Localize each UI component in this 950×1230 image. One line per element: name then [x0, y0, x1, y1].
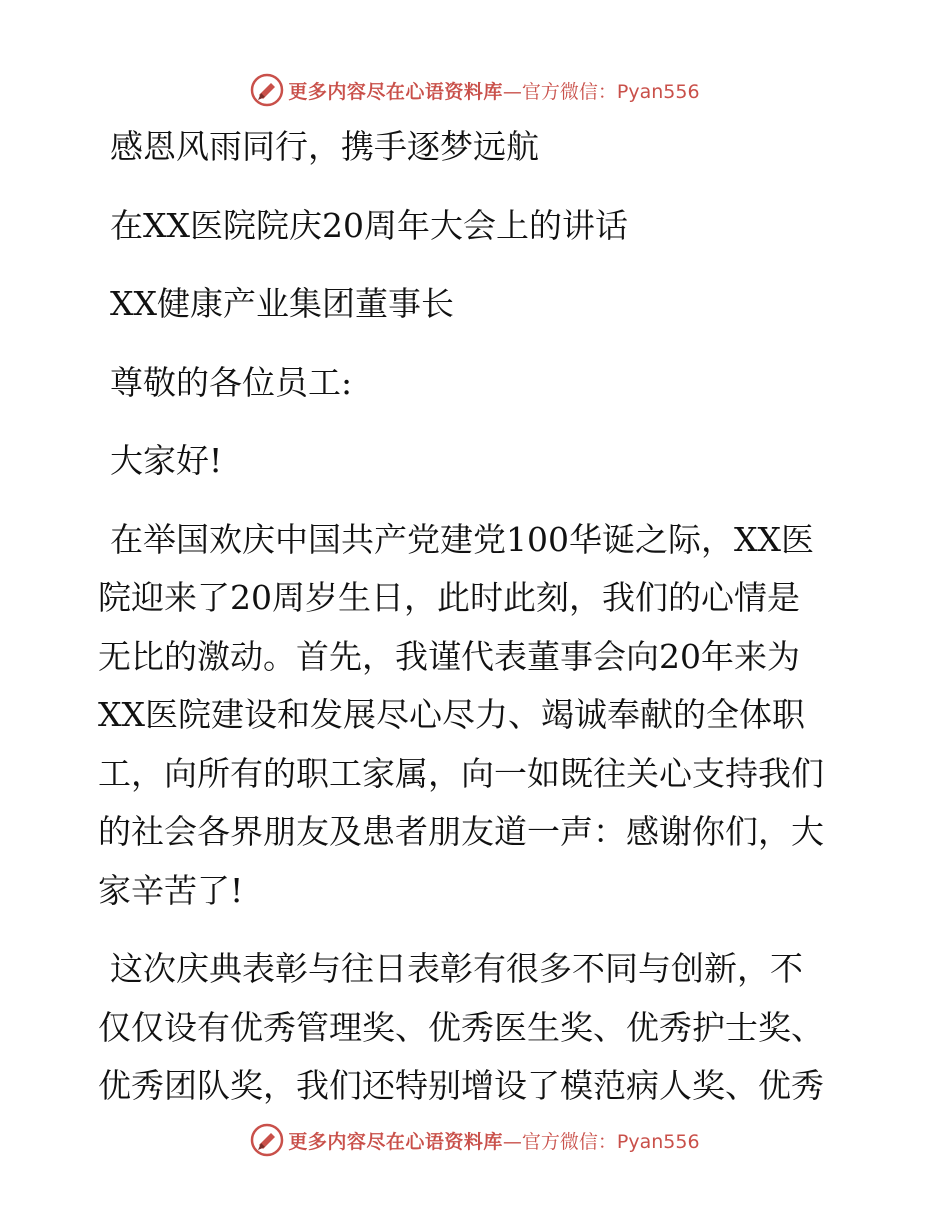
- paragraph-line: 院迎来了20周岁生日，此时此刻，我们的心情是: [98, 578, 800, 617]
- paragraph-line: 这次庆典表彰与往日表彰有很多不同与创新，不: [110, 949, 803, 988]
- paragraph-line: 优秀团队奖，我们还特别增设了模范病人奖、优秀: [98, 1066, 824, 1105]
- greeting: 大家好!: [110, 441, 223, 480]
- paragraph-line: 无比的激动。首先，我谨代表董事会向20年来为: [98, 636, 800, 676]
- paragraph-line: 工，向所有的职工家属，向一如既往关心支持我们: [98, 753, 824, 793]
- document-body: [98, 118, 858, 1116]
- book-pen-logo-icon: [250, 73, 284, 107]
- paragraph-1: [98, 511, 858, 921]
- watermark-text: 更多内容尽在心语资料库: [288, 1130, 503, 1153]
- watermark-text: 更多内容尽在心语资料库: [288, 80, 503, 103]
- book-pen-logo-icon: [250, 1123, 284, 1157]
- watermark-suffix: —官方微信：Pyan556: [502, 1130, 700, 1153]
- watermark-banner-bottom: [0, 1120, 950, 1160]
- paragraph-line: 仅仅设有优秀管理奖、优秀医生奖、优秀护士奖、: [98, 1007, 824, 1047]
- salutation: 尊敬的各位员工:: [110, 362, 353, 402]
- paragraph-2: [98, 940, 858, 1116]
- paragraph-line: 家辛苦了!: [98, 870, 244, 910]
- paragraph-line: 的社会各界朋友及患者朋友道一声：感谢你们，大: [98, 812, 824, 851]
- document-title: 感恩风雨同行，携手逐梦远航: [110, 127, 539, 166]
- document-subtitle: 在XX医院院庆20周年大会上的讲话: [110, 205, 628, 245]
- paragraph-line: 在举国欢庆中国共产党建党100华诞之际，XX医: [110, 519, 814, 559]
- paragraph-line: XX医院建设和发展尽心尽力、竭诚奉献的全体职: [98, 695, 805, 734]
- speaker-line: XX健康产业集团董事长: [110, 284, 454, 323]
- watermark-suffix: —官方微信：Pyan556: [502, 80, 700, 103]
- watermark-banner-top: [0, 70, 950, 110]
